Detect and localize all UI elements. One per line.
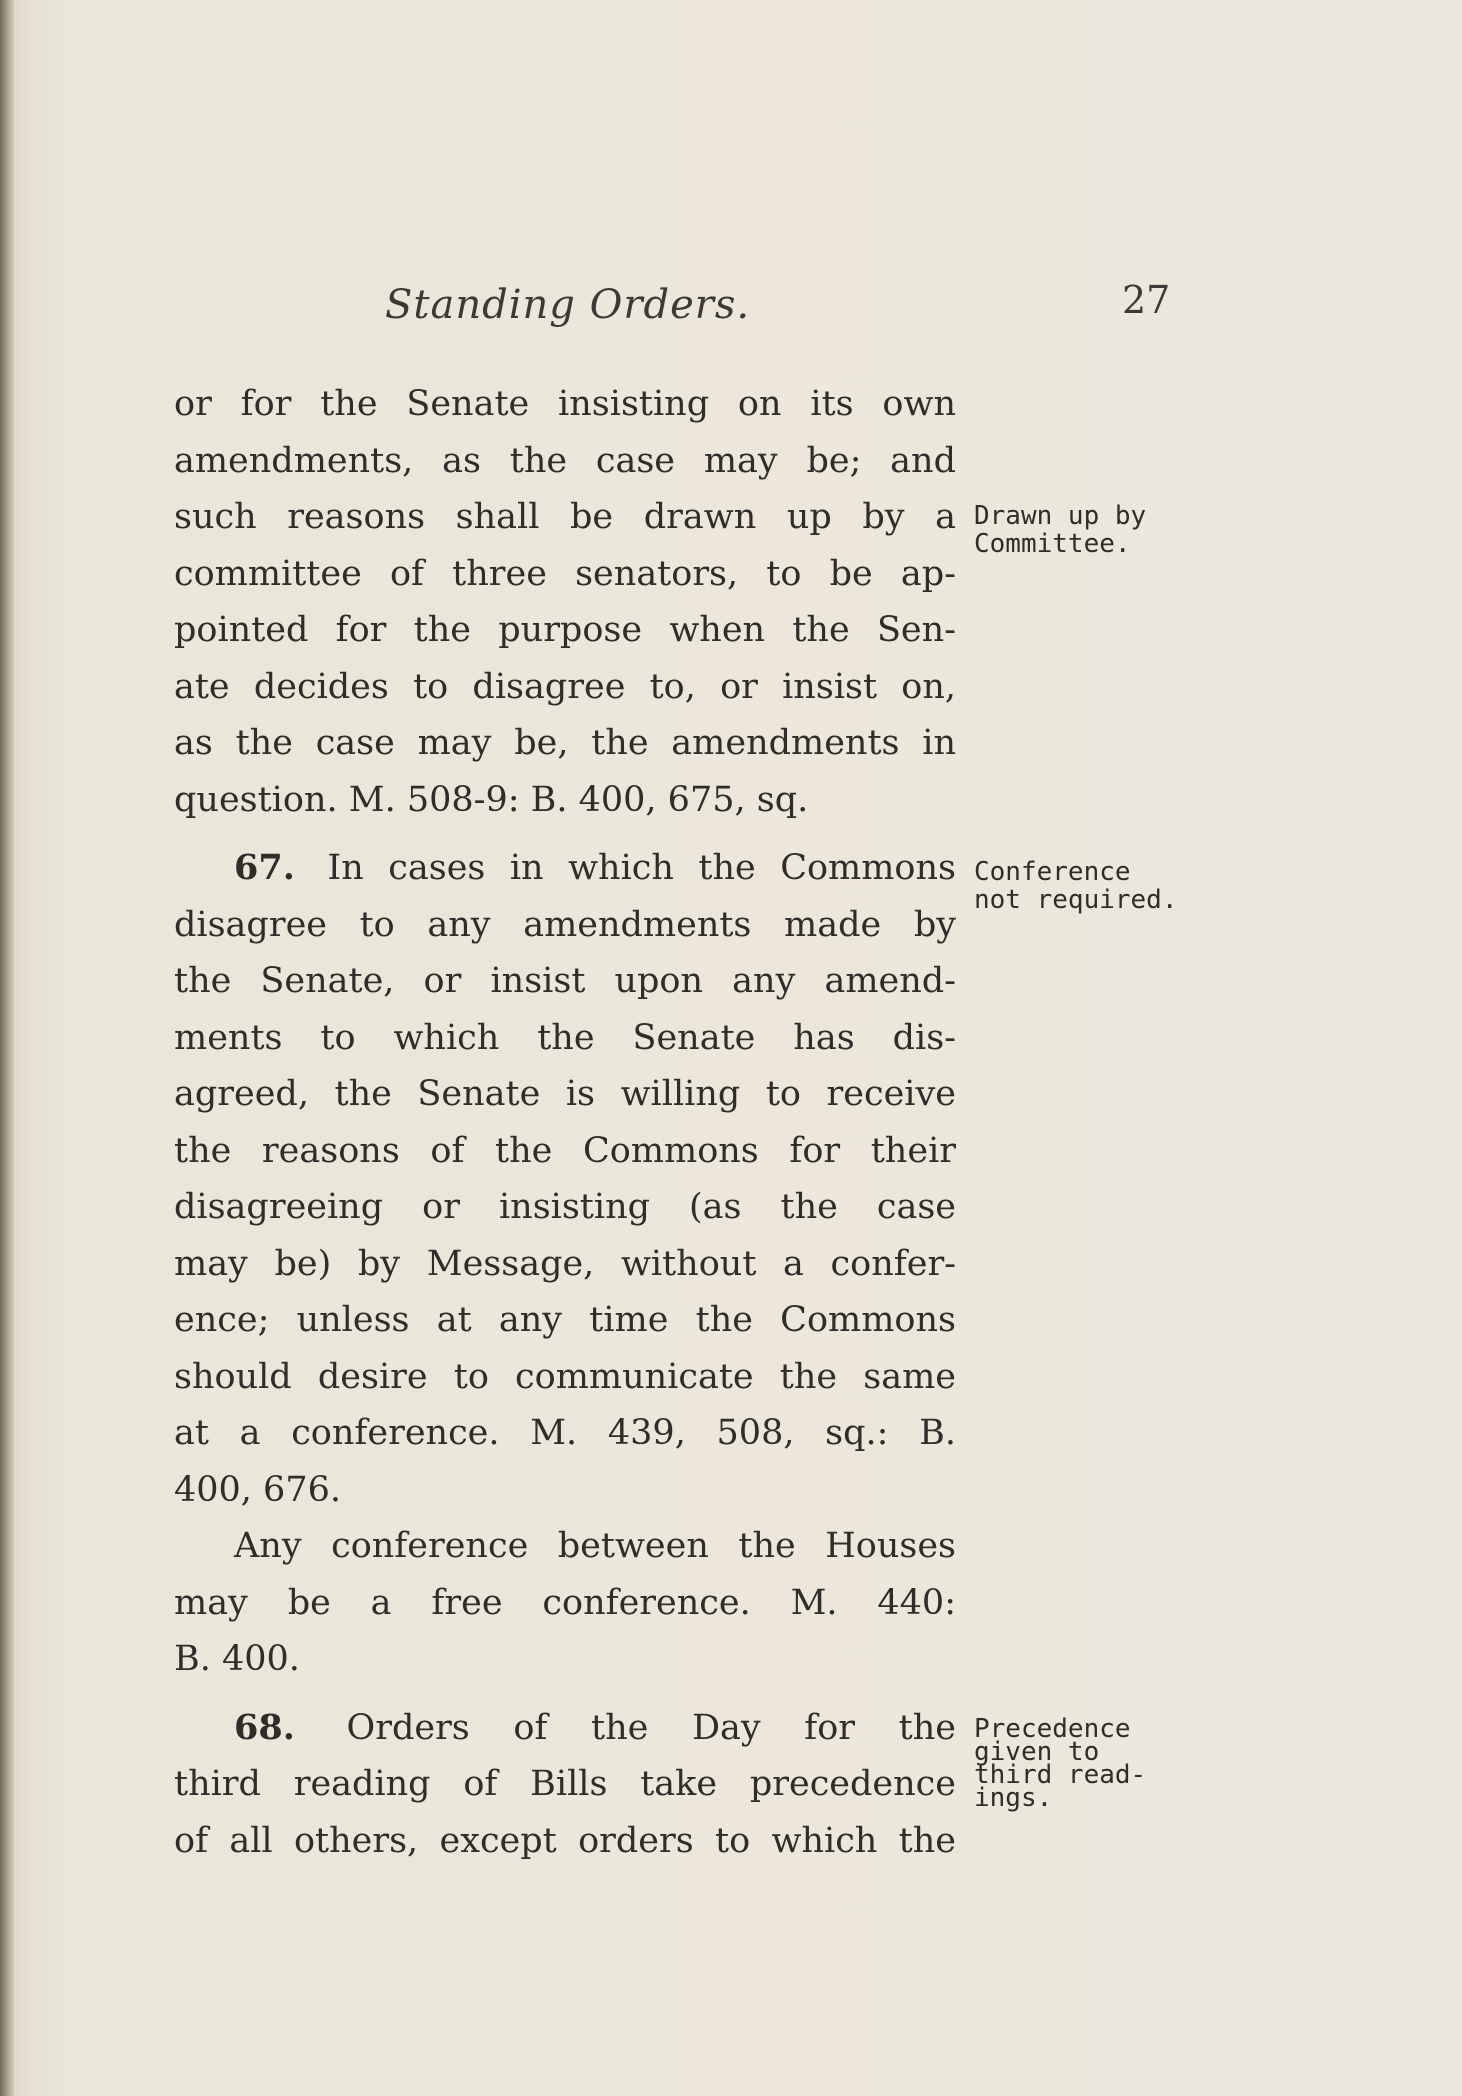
text-line: 400, 676. — [174, 1469, 341, 1510]
section-67-first-text: In cases in which the Commons — [327, 848, 956, 888]
main-text — [174, 376, 956, 1869]
text-line: pointed for the purpose when the Sen- — [174, 610, 956, 650]
text-line: agreed, the Senate is willing to receive — [174, 1074, 956, 1114]
text-line: amendments, as the case may be; and — [174, 440, 956, 481]
text-line: B. 400. — [174, 1639, 300, 1679]
margin-note-drawn-up: Drawn up by Committee. — [974, 501, 1147, 559]
margin-note-conference: Conference not required. — [974, 857, 1178, 915]
text-line: disagreeing or insisting (as the case — [174, 1187, 956, 1227]
section-68-first-line — [174, 1700, 956, 1757]
text-line: committee of three senators, to be ap- — [174, 553, 956, 594]
text-line: ments to which the Senate has dis- — [174, 1017, 956, 1058]
running-title: Standing Orders. — [385, 282, 751, 328]
text-line: or for the Senate insisting on its own — [174, 384, 956, 424]
page-number: 27 — [1122, 278, 1171, 322]
text-line: such reasons shall be drawn up by a — [174, 497, 956, 537]
section-number-67: 67. — [234, 847, 295, 888]
text-line: third reading of Bills take precedence — [174, 1764, 956, 1804]
section-67-first-line — [174, 840, 956, 897]
text-line: the Senate, or insist upon any amend- — [174, 961, 956, 1001]
section-68-first-text: Orders of the Day for the — [346, 1707, 956, 1748]
margin-note-precedence: Precedence given to third read- ings. — [974, 1714, 1147, 1813]
book-spine-edge — [0, 0, 14, 2096]
text-line: at a conference. M. 439, 508, sq.: B. — [174, 1413, 956, 1453]
text-line: ence; unless at any time the Commons — [174, 1300, 956, 1340]
text-line: question. M. 508-9: B. 400, 675, sq. — [174, 779, 809, 820]
text-line: should desire to communicate the same — [174, 1356, 956, 1397]
text-line: may be) by Message, without a confer- — [174, 1243, 956, 1284]
text-line: ate decides to disagree to, or insist on, — [174, 666, 956, 707]
text-line: disagree to any amendments made by — [174, 904, 956, 945]
text-line: as the case may be, the amendments in — [174, 723, 956, 763]
text-line: the reasons of the Commons for their — [174, 1130, 956, 1171]
text-line: of all others, except orders to which the — [174, 1820, 956, 1861]
text-line: may be a free conference. M. 440: — [174, 1582, 956, 1623]
text-line: Any conference between the Houses — [234, 1526, 956, 1566]
section-number-68: 68. — [234, 1706, 295, 1748]
